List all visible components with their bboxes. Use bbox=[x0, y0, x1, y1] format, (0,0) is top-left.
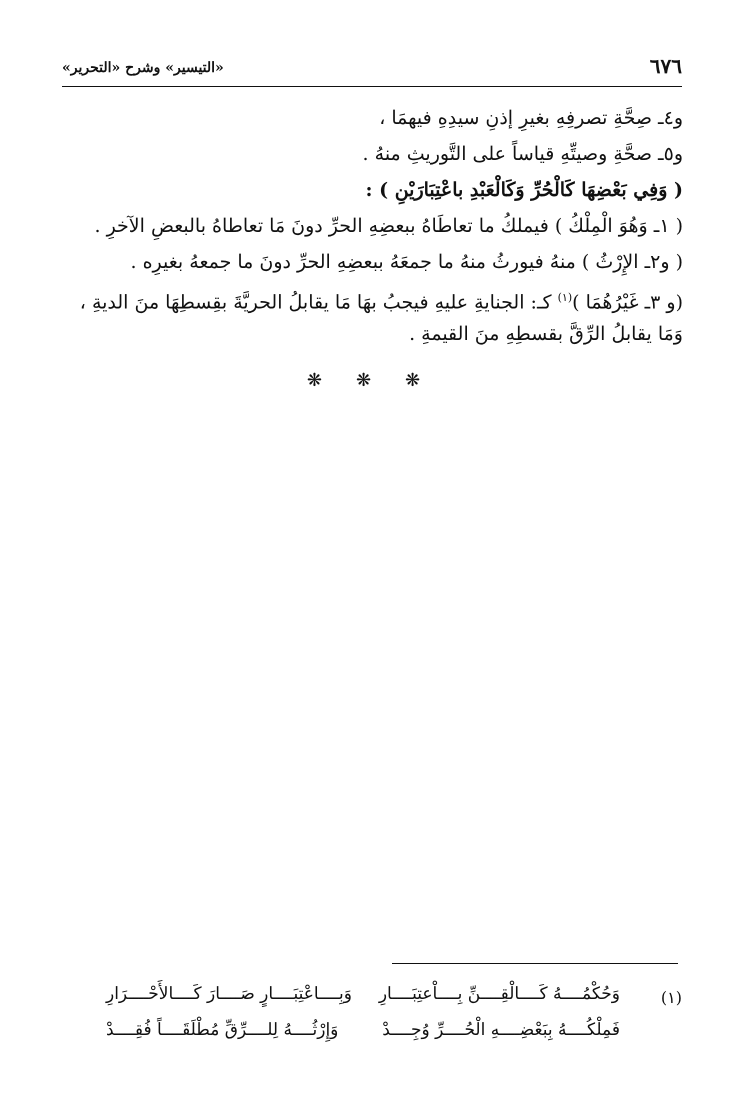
page-number: ٦٧٦ bbox=[649, 54, 682, 78]
text-line bbox=[78, 280, 683, 316]
running-title: «التيسير» وشرح «التحرير» bbox=[62, 60, 224, 76]
verse-first-hemistich: فَمِلْكُــــهُ بِبَعْضِــــهِ الْحُــــرِّ وُجِــــدْ bbox=[382, 1020, 620, 1040]
text-line: و٤ـ صِحَّةِ تصرفِهِ بغيرِ إذنِ سيدِهِ فيهمَا ، bbox=[379, 107, 683, 129]
verse-line bbox=[96, 984, 682, 1024]
item-text: كـ: الجنايةِ عليهِ فيجبُ بهَا مَا يقابلُ الحريَّةَ بقِسطِهَا منَ الديةِ ، bbox=[79, 291, 552, 314]
footnote-marker: (١) bbox=[660, 988, 682, 1007]
section-heading: ( وَفِي بَعْضِهَا كَالْحُرِّ وَكَالْعَبْدِ باعْتِبَارَيْنِ ) : bbox=[365, 179, 683, 201]
text-line: ( ١ـ وَهُوَ الْمِلْكُ ) فيملكُ ما تعاطَاهُ ببعضِهِ الحرِّ دونَ مَا تعاطاهُ بالبعضِ الآخرِ . bbox=[94, 215, 683, 237]
star-ornament-icon: ❋ bbox=[355, 370, 394, 391]
text-line: و٥ـ صحَّةِ وصيتِّهِ قياساً على التَّوريثِ منهُ . bbox=[362, 143, 683, 165]
verse-second-hemistich: وَإِرْثُــــهُ لِلــــرِّقِّ مُطْلَقَــــاً فُقِــــدْ bbox=[106, 1020, 339, 1040]
text-line: وَمَا يقابلُ الرِّقَّ بقسطِهِ منَ القيمةِ . bbox=[409, 323, 683, 345]
main-text bbox=[78, 100, 683, 352]
star-ornament-icon: ❋ bbox=[306, 370, 344, 391]
item-label: (و ٣ـ غَيْرُهُمَا ) bbox=[572, 291, 683, 314]
section-separator bbox=[0, 370, 749, 391]
verse-second-hemistich: وَبِــــاعْتِبَــــارٍ صَــــارَ كَــــالأَحْــــرَارِ bbox=[106, 984, 352, 1004]
page-header bbox=[62, 52, 682, 88]
header-rule bbox=[62, 86, 682, 87]
verse-line bbox=[96, 1020, 682, 1060]
footnote-reference[interactable]: (١) bbox=[557, 291, 573, 304]
footnote-rule bbox=[392, 963, 678, 964]
star-ornament-icon: ❋ bbox=[405, 370, 443, 391]
text-line: ( و٢ـ الإِرْثُ ) منهُ فيورثُ منهُ ما جمعَهُ ببعضِهِ الحرِّ دونَ ما جمعهُ بغيرِه . bbox=[130, 251, 683, 273]
verse-first-hemistich: وَحُكْمُــــهُ كَــــالْقِــــنِّ بِــــاْعتِبَــــارِ bbox=[378, 984, 620, 1004]
